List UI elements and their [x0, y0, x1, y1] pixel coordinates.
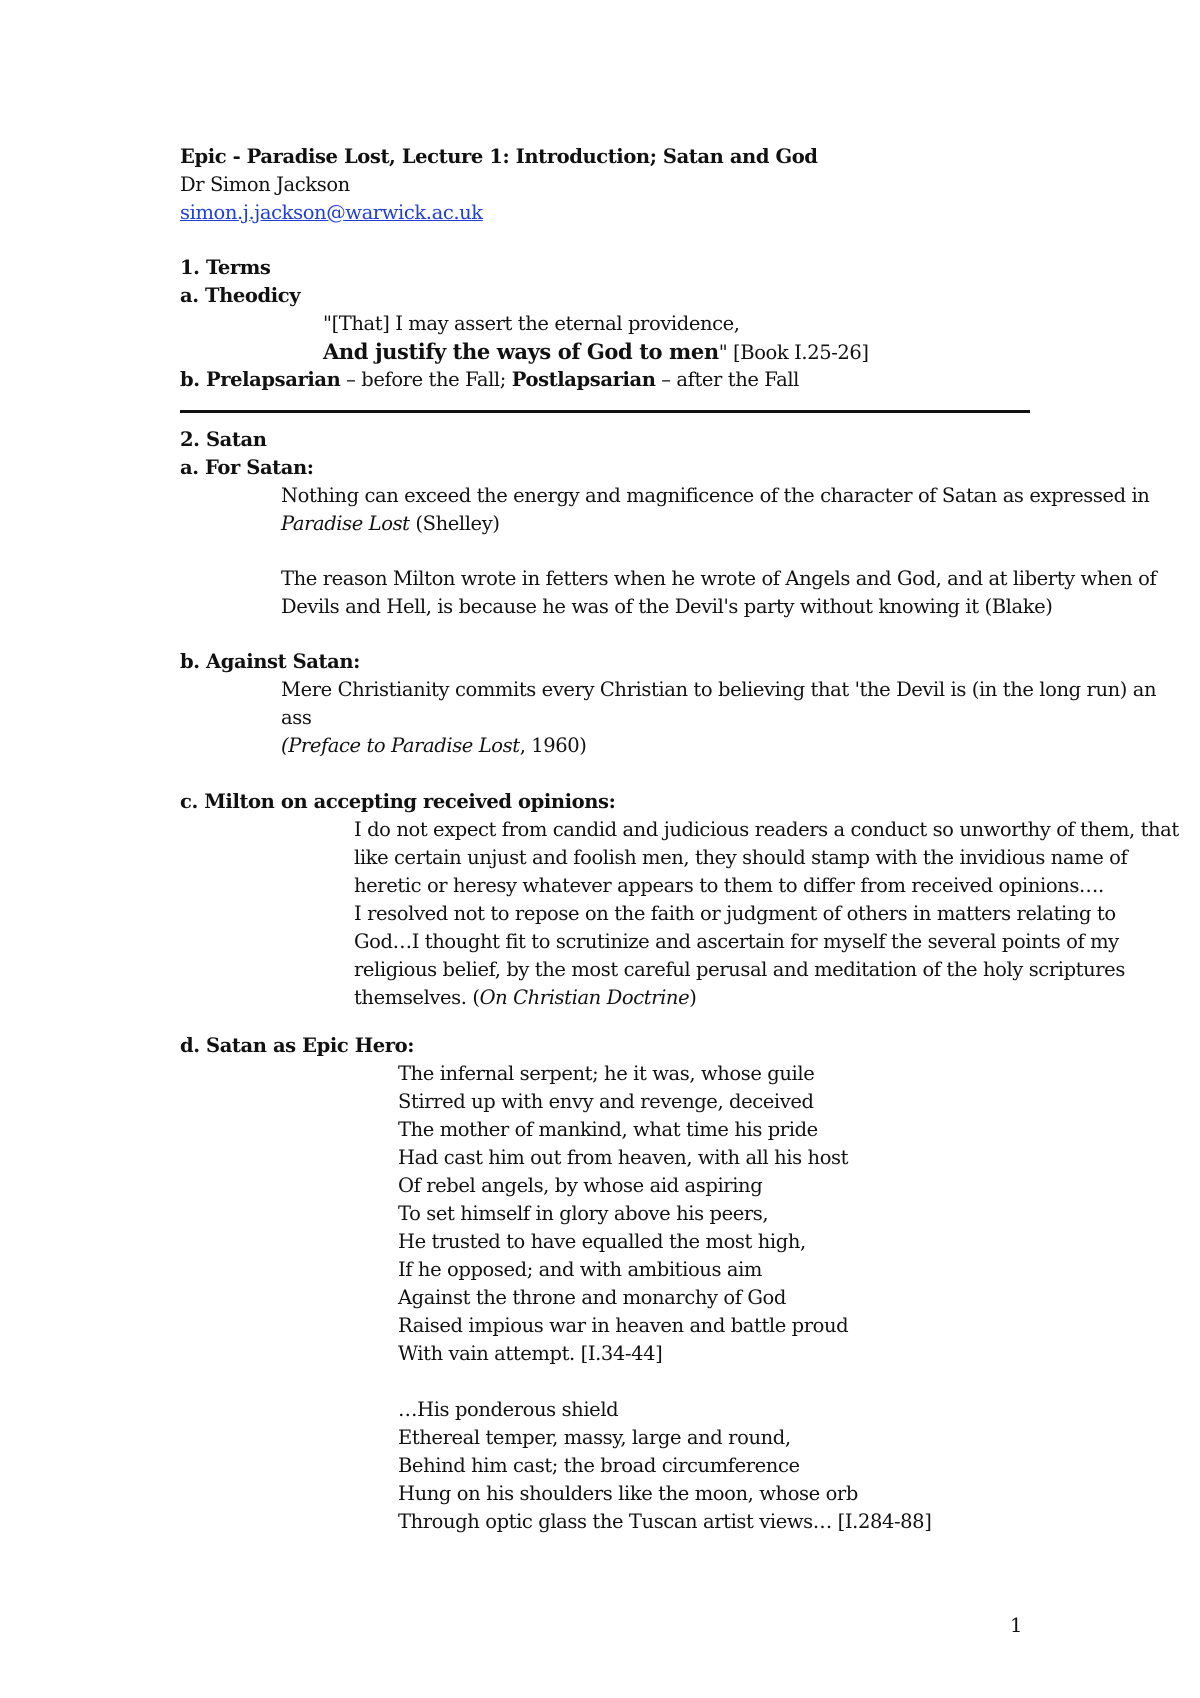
section-1-heading: 1. Terms — [180, 256, 271, 279]
against-satan-heading: b. Against Satan: — [180, 650, 360, 673]
poem-line: With vain attempt. [I.34-44] — [398, 1342, 663, 1365]
poem-line: Behind him cast; the broad circumference — [398, 1454, 800, 1477]
postlapsarian-label: Postlapsarian — [511, 368, 656, 391]
poem-line: Of rebel angels, by whose aid aspiring — [398, 1174, 763, 1197]
poem-line: …His ponderous shield — [398, 1398, 619, 1421]
author-name: Dr Simon Jackson — [180, 173, 350, 196]
epic-hero-heading: d. Satan as Epic Hero: — [180, 1034, 415, 1057]
theodicy-quote-line-2 — [323, 338, 869, 367]
milton-quote-line: heretic or heresy whatever appears to them to differ from received opinions…. — [354, 874, 1104, 897]
shelley-quote-attribution: (Shelley) — [409, 512, 500, 535]
poem-line: The mother of mankind, what time his pride — [398, 1118, 818, 1141]
lewis-quote-line-2: ass — [281, 706, 312, 729]
milton-quote-last-line — [354, 984, 696, 1012]
milton-quote-line: God…I thought fit to scrutinize and ascertain for myself the several points of my — [354, 930, 1119, 953]
shelley-quote-line-2 — [281, 510, 500, 538]
poem-line: Stirred up with envy and revenge, deceived — [398, 1090, 814, 1113]
shelley-quote-line-1: Nothing can exceed the energy and magnificence of the character of Satan as expressed in — [281, 484, 1150, 507]
lapsarian-definitions — [180, 366, 799, 394]
section-2-heading: 2. Satan — [180, 428, 267, 451]
page-number: 1 — [1010, 1614, 1023, 1637]
lewis-quote-title: (Preface to Paradise Lost — [281, 734, 520, 757]
poem-line: If he opposed; and with ambitious aim — [398, 1258, 763, 1281]
postlapsarian-text: – after the Fall — [655, 368, 799, 391]
poem-line: The infernal serpent; he it was, whose guile — [398, 1062, 815, 1085]
lewis-quote-line-1: Mere Christianity commits every Christian to believing that 'the Devil is (in the long run) an — [281, 678, 1157, 701]
poem-line: Ethereal temper, massy, large and round, — [398, 1426, 791, 1449]
prelapsarian-text: – before the Fall; — [340, 368, 512, 391]
lewis-quote-year: , 1960) — [519, 734, 587, 757]
horizontal-rule — [180, 410, 1030, 413]
poem-line: Had cast him out from heaven, with all his host — [398, 1146, 849, 1169]
milton-quote-last-pre: themselves. ( — [354, 986, 480, 1009]
milton-quote-last-post: ) — [689, 986, 697, 1009]
blake-quote-line-2: Devils and Hell, is because he was of the Devil's party without knowing it (Blake) — [281, 595, 1053, 618]
prelapsarian-label: b. Prelapsarian — [180, 368, 341, 391]
milton-quote-line: religious belief, by the most careful perusal and meditation of the holy scriptures — [354, 958, 1125, 981]
poem-line: Through optic glass the Tuscan artist views… [I.284-88] — [398, 1510, 932, 1533]
poem-line: To set himself in glory above his peers, — [398, 1202, 769, 1225]
author-email-link[interactable]: simon.j.jackson@warwick.ac.uk — [180, 201, 483, 224]
milton-quote-line: I do not expect from candid and judicious readers a conduct so unworthy of them, that — [354, 818, 1179, 841]
poem-line: Against the throne and monarchy of God — [398, 1286, 786, 1309]
shelley-quote-title: Paradise Lost — [281, 512, 410, 535]
milton-quote-source: On Christian Doctrine — [479, 986, 690, 1009]
theodicy-quote-line-1: "[That] I may assert the eternal providence, — [323, 312, 740, 335]
document-title: Epic - Paradise Lost, Lecture 1: Introduction; Satan and God — [180, 145, 818, 168]
theodicy-quote-citation: " [Book I.25-26] — [718, 341, 869, 364]
blake-quote-line-1: The reason Milton wrote in fetters when he wrote of Angels and God, and at liberty when of — [281, 567, 1157, 590]
milton-quote-line: I resolved not to repose on the faith or judgment of others in matters relating to — [354, 902, 1116, 925]
lewis-quote-line-3 — [281, 732, 587, 760]
poem-line: Hung on his shoulders like the moon, whose orb — [398, 1482, 858, 1505]
milton-opinions-heading: c. Milton on accepting received opinions: — [180, 790, 616, 813]
poem-line: He trusted to have equalled the most high, — [398, 1230, 806, 1253]
theodicy-quote-bold: And justify the ways of God to men — [323, 339, 719, 364]
poem-line: Raised impious war in heaven and battle proud — [398, 1314, 849, 1337]
for-satan-heading: a. For Satan: — [180, 456, 314, 479]
theodicy-heading: a. Theodicy — [180, 284, 301, 307]
milton-quote-line: like certain unjust and foolish men, they should stamp with the invidious name of — [354, 846, 1128, 869]
